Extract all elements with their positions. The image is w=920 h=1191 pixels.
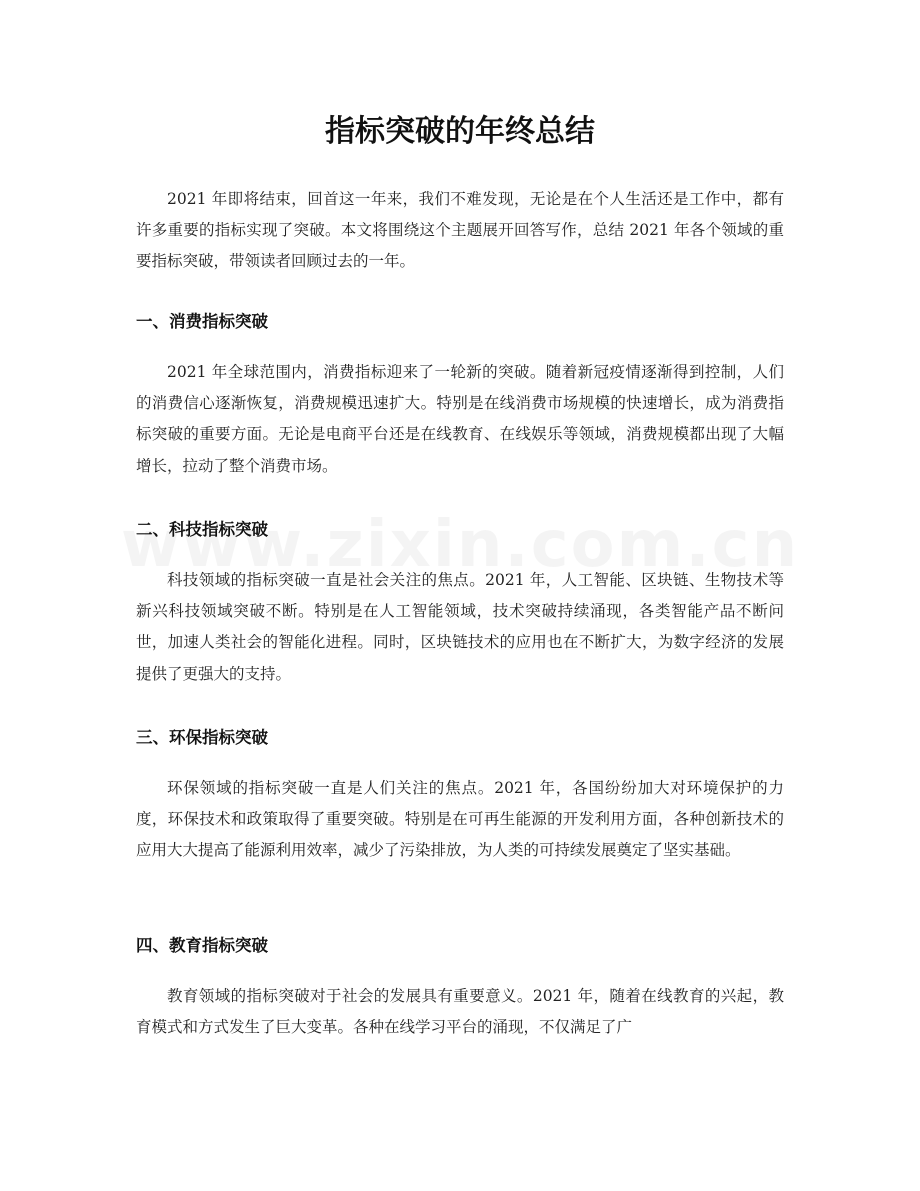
intro-paragraph: 2021 年即将结束，回首这一年来，我们不难发现，无论是在个人生活还是工作中，都有许多重要的指标实现了突破。本文将围绕这个主题展开回答写作，总结 2021 年各个领域的重要指标突破，带领读者回顾过去的一年。	[136, 190, 784, 271]
section-body-consumption: 2021 年全球范围内，消费指标迎来了一轮新的突破。随着新冠疫情逐渐得到控制，人们的消费信心逐渐恢复，消费规模迅速扩大。特别是在线消费市场规模的快速增长，成为消费指标突破的重要方面。无论是电商平台还是在线教育、在线娱乐等领域，消费规模都出现了大幅增长，拉动了整个消费市场。	[136, 363, 784, 475]
section-body-education: 教育领域的指标突破对于社会的发展具有重要意义。2021 年，随着在线教育的兴起，教育模式和方式发生了巨大变革。各种在线学习平台的涌现，不仅满足了广	[136, 987, 784, 1037]
document-title: 指标突破的年终总结	[325, 114, 595, 149]
section-heading-education: 四、教育指标突破	[136, 936, 268, 955]
section-body-environment: 环保领域的指标突破一直是人们关注的焦点。2021 年，各国纷纷加大对环境保护的力度，环保技术和政策取得了重要突破。特别是在可再生能源的开发利用方面，各种创新技术的应用大大提高了能源利用效率，减少了污染排放，为人类的可持续发展奠定了坚实基础。	[136, 779, 784, 860]
section-heading-technology: 二、科技指标突破	[136, 520, 268, 539]
section-heading-environment: 三、环保指标突破	[136, 728, 268, 747]
section-heading-consumption: 一、消费指标突破	[136, 312, 268, 331]
section-body-technology: 科技领域的指标突破一直是社会关注的焦点。2021 年，人工智能、区块链、生物技术等新兴科技领域突破不断。特别是在人工智能领域，技术突破持续涌现，各类智能产品不断问世，加速人类社会的智能化进程。同时，区块链技术的应用也在不断扩大，为数字经济的发展提供了更强大的支持。	[136, 571, 784, 683]
